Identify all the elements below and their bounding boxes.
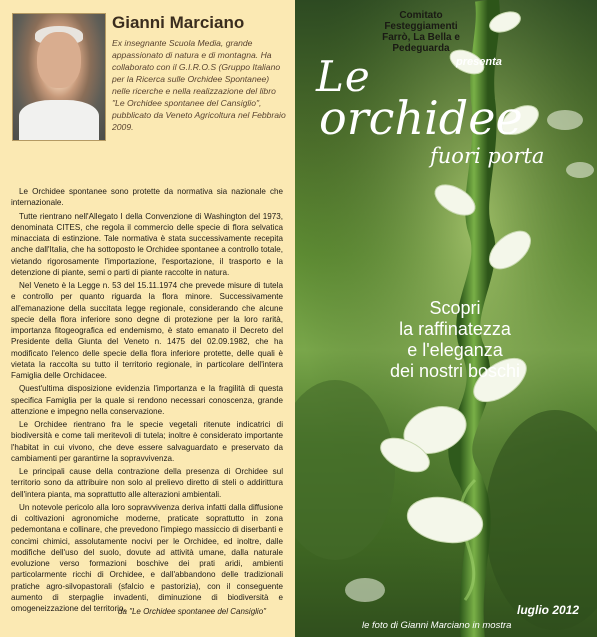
author-face: [37, 32, 81, 88]
title-fuori-porta: fuori porta: [430, 144, 545, 168]
title-le: Le: [316, 52, 371, 101]
article-paragraph: Tutte rientrano nell'Allegato I della Convenzione di Washington del 1973, denominata CITES, che regola il commercio delle specie di flora selvatica minacciata di estinzione. Tale normativa è stata successivamente recepita anche dall'Italia, che ha sottoposto le Orchidee spontanee a controllo totale, vietando rigorosamente l'importazione, l'esportazione, il trasporto e la detenzione di piante, semi o parti di piante raccolte in natura.: [11, 211, 283, 277]
bio-text: Ex insegnante Scuola Media, grande appassionato di natura e di montagna. Ha collaborato con il G.I.R.O.S (Gruppo Italiano per la Ricerca sulle Orchidee Spontanee) nelle ricerche e nella realizzazione del libro "Le Orchidee spontanee del Cansiglio", pubblicato da Veneto Agricoltura nel Febbraio 2009.: [112, 38, 286, 132]
slogan-line: e l'eleganza: [407, 340, 503, 360]
committee-name: [361, 10, 481, 54]
article-body: [11, 186, 283, 616]
presenta-label: presenta: [456, 56, 502, 68]
article-paragraph: Le Orchidee spontanee sono protette da normativa sia nazionale che internazionale.: [11, 187, 283, 208]
article-paragraph: Nel Veneto è la Legge n. 53 del 15.11.1974 che prevede misure di tutela e controllo per quanto riguarda la flora minore. Successivamente all'emanazione della succitata legge regionale, considerando che alcune specie della flora inferiore sono degne di protezione per la loro rarità, importanza fitogeografica ed endemismo, è stato emanato il Decreto del Presidente della Giunta del Veneto n. 1475 del 02.09.1982, che ha modificato l'elenco delle specie della flora inferiore protette, delle quali è vietata la raccolta su tutto il territorio regionale, in particolare dell'intera Famiglia delle Orchidacee.: [11, 281, 283, 380]
article-paragraph: Quest'ultima disposizione evidenzia l'importanza e la fragilità di questa specifica Famiglia per la quale si rendono necessari conoscenza, grande attenzione e impegno nella conservazione.: [11, 384, 283, 416]
committee-line: Comitato: [399, 10, 443, 21]
article-paragraph: Le Orchidee rientrano fra le specie vegetali ritenute indicatrici di biodiversità e come tali meritevoli di tutela; inoltre è considerato importante l'habitat in cui vivono, che deve essere salvaguardato e preservato da cambiamenti per garantirne la sopravvivenza.: [11, 420, 283, 463]
background-flower: [345, 578, 385, 602]
article-paragraph: Un notevole pericolo alla loro sopravvivenza deriva infatti dalla diffusione di coltivazioni agronomiche moderne, praticate soprattutto in zona pedemontana e collinare, che prevedono l'impiego massiccio di diserbanti e concimi chimici, assolutamente nocivi per le Orchidee, ed inoltre, dalle modifiche dell'uso del suolo, dovute ad attività umane, dalla naturale evoluzione verso formazioni boschive dei prati aridi, ambienti particolarmente ricchi di Orchidee, e dall'abbandono delle tradizionali pratiche agro-silvopastorali (sfalcio e pastorizia), con il conseguente aumento di sterpaglie invadenti, diminuzione di biodiversità e omogeneizzazione del territorio.: [11, 502, 283, 613]
author-bio: [112, 37, 289, 133]
committee-line: Festeggiamenti: [384, 21, 458, 32]
source-citation: da "Le Orchidee spontanee del Cansiglio": [118, 607, 266, 616]
author-photo: [12, 13, 106, 141]
slogan-line: Scopri: [429, 298, 481, 318]
slogan: [355, 298, 555, 382]
photo-credit: le foto di Gianni Marciano in mostra: [362, 620, 512, 631]
cover-panel: [295, 0, 597, 637]
event-date: luglio 2012: [517, 603, 580, 617]
left-panel: [0, 0, 295, 637]
author-shirt: [19, 100, 99, 140]
committee-line: Farrò, La Bella e Pedeguarda: [382, 32, 460, 54]
background-flower: [547, 110, 583, 130]
author-name: Gianni Marciano: [112, 13, 245, 32]
slogan-line: la raffinatezza: [399, 319, 511, 339]
title-orchidee: orchidee: [319, 91, 523, 145]
background-flower: [566, 162, 594, 178]
slogan-line: dei nostri boschi: [389, 361, 521, 381]
article-paragraph: Le principali cause della contrazione della presenza di Orchidee sul territorio sono da attribuire non solo al prelievo diretto di steli o addirittura dell'intera pianta, ma soprattutto alle alterazioni ambientali.: [11, 467, 283, 499]
